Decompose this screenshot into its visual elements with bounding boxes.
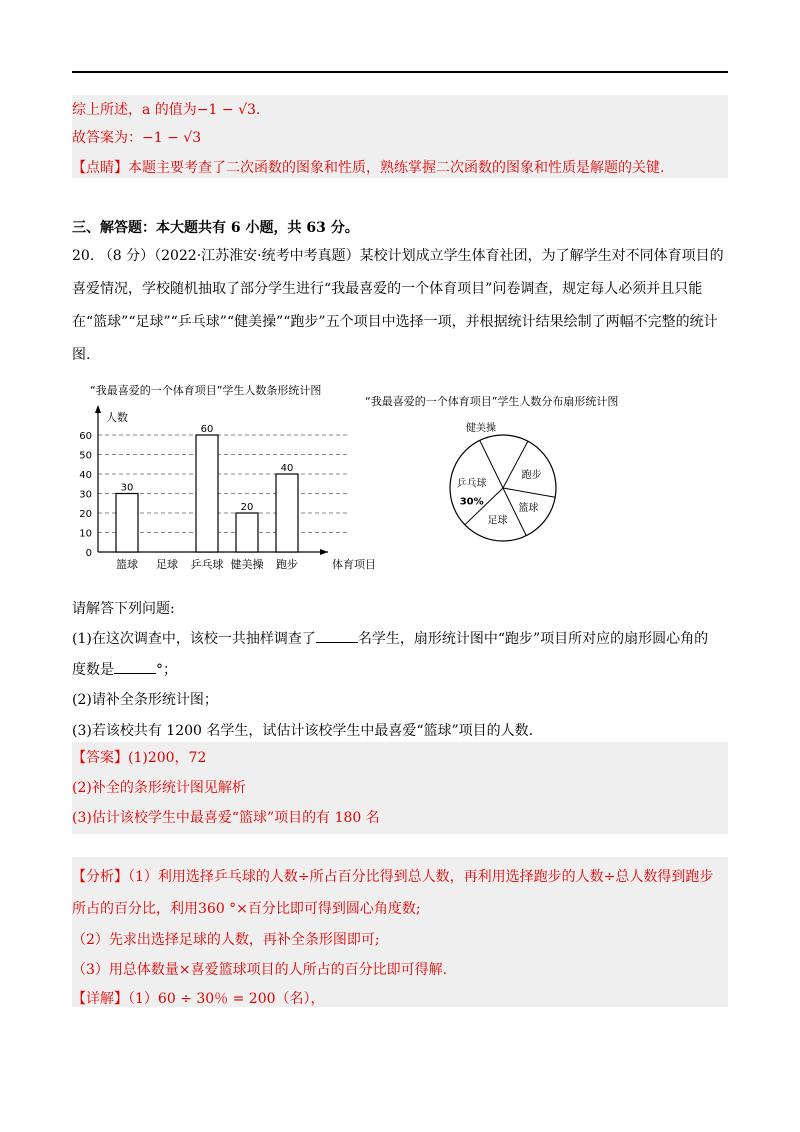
question-3: (3)若该校共有 1200 名学生，试估计该校学生中最喜爱“篮球”项目的人数.: [72, 723, 534, 739]
answer-line: 故答案为：−1 − √3: [72, 130, 202, 146]
blank-total[interactable]: [316, 628, 358, 643]
q1-text-c: 度数是: [72, 662, 114, 678]
analysis-line-2: 所占的百分比，利用360 °×百分比即可得到圆心角度数;: [72, 901, 421, 917]
x-axis-arrow: [320, 549, 328, 555]
conclusion-line: 综上所述，a 的值为−1 − √3.: [72, 102, 261, 118]
analysis-line-3: （2）先求出选择足球的人数，再补全条形图即可;: [72, 932, 380, 948]
question-1-line1: [72, 628, 708, 648]
y-tick-label: 40: [79, 470, 92, 481]
answer-2: (2)补全的条形统计图见解析: [72, 780, 246, 796]
bar-4: [236, 513, 258, 552]
y-tick-label: 60: [79, 431, 92, 442]
y-tick-label: 30: [79, 489, 92, 501]
x-tick-label: 乒乓球: [190, 558, 224, 571]
y-tick-label: 0: [85, 548, 92, 559]
analysis-line-4: （3）用总体数量×喜爱篮球项目的人所占的百分比即可得解.: [72, 962, 448, 978]
bar-chart: [79, 383, 376, 571]
q1-text-b: 名学生，扇形统计图中“跑步”项目所对应的扇形圆心角的: [357, 631, 709, 647]
detail-line-1: 【详解】（1）60 ÷ 30％ = 200（名），: [72, 991, 325, 1007]
question-1-line2: [72, 659, 177, 679]
section-heading: 三、解答题：本大题共有 6 小题，共 63 分。: [72, 220, 359, 236]
x-tick-label: 健美操: [230, 558, 264, 571]
header-rule: [72, 71, 728, 73]
pie-label: 健美操: [466, 423, 496, 434]
bar-data-label: 30: [120, 482, 134, 494]
pie-chart-title: “我最喜爱的一个体育项目”学生人数分布扇形统计图: [365, 395, 619, 408]
pie-label: 足球: [487, 515, 508, 527]
pie-chart: [365, 394, 618, 541]
bar-3: [196, 435, 218, 552]
answer-1: 【答案】(1)200，72: [72, 750, 207, 766]
x-tick-label: 足球: [156, 558, 178, 571]
bar-chart-title: “我最喜爱的一个体育项目”学生人数条形统计图: [90, 384, 322, 397]
y-axis-arrow: [95, 405, 101, 413]
pie-label: 跑步: [521, 470, 542, 482]
bar-data-label: 20: [240, 502, 254, 513]
pie-label: 篮球: [518, 503, 539, 515]
bar-data-label: 40: [280, 463, 294, 474]
analysis-line-1: 【分析】（1）利用选择乒乓球的人数÷所占百分比得到总人数，再利用选择跑步的人数÷总人数得到跑步: [72, 869, 714, 885]
q1-text-a: (1)在这次调查中，该校一共抽样调查了: [72, 631, 316, 647]
pie-label: 乒乓球: [456, 478, 487, 490]
question-2: (2)请补全条形统计图；: [72, 692, 218, 708]
x-axis-label: 体育项目: [332, 558, 376, 571]
q1-text-d: °；: [156, 662, 177, 678]
y-tick-label: 50: [79, 450, 92, 462]
bar-5: [276, 474, 298, 552]
x-tick-label: 跑步: [276, 558, 298, 571]
question-prompt: 请解答下列问题:: [72, 601, 175, 617]
y-tick-label: 20: [79, 509, 92, 520]
y-tick-label: 10: [79, 528, 92, 540]
question-text: 20. （8 分）（2022·江苏淮安·统考中考真题）某校计划成立学生体育社团，为了解学生对不同体育项目的喜爱情况，学校随机抽取了部分学生进行“我最喜爱的一个体育项目”问卷调查，规定每人必须并且只能在“篮球”“足球”“乒乓球”“健美操”“跑步”五个项目中选择一项，并根据统计结果绘制了两幅不完整的统计图.: [72, 248, 724, 363]
comment-line: 【点睛】本题主要考查了二次函数的图象和性质，熟练掌握二次函数的图象和性质是解题的关键.: [72, 160, 665, 176]
bar-1: [116, 494, 138, 553]
blank-angle[interactable]: [114, 659, 156, 674]
bar-data-label: 60: [200, 424, 214, 435]
y-axis-label: 人数: [106, 411, 128, 424]
charts-figure: [60, 378, 750, 583]
x-tick-label: 篮球: [116, 558, 138, 571]
pie-pct-label: 30%: [459, 496, 484, 508]
answer-3: (3)估计该校学生中最喜爱“篮球”项目的有 180 名: [72, 810, 380, 826]
